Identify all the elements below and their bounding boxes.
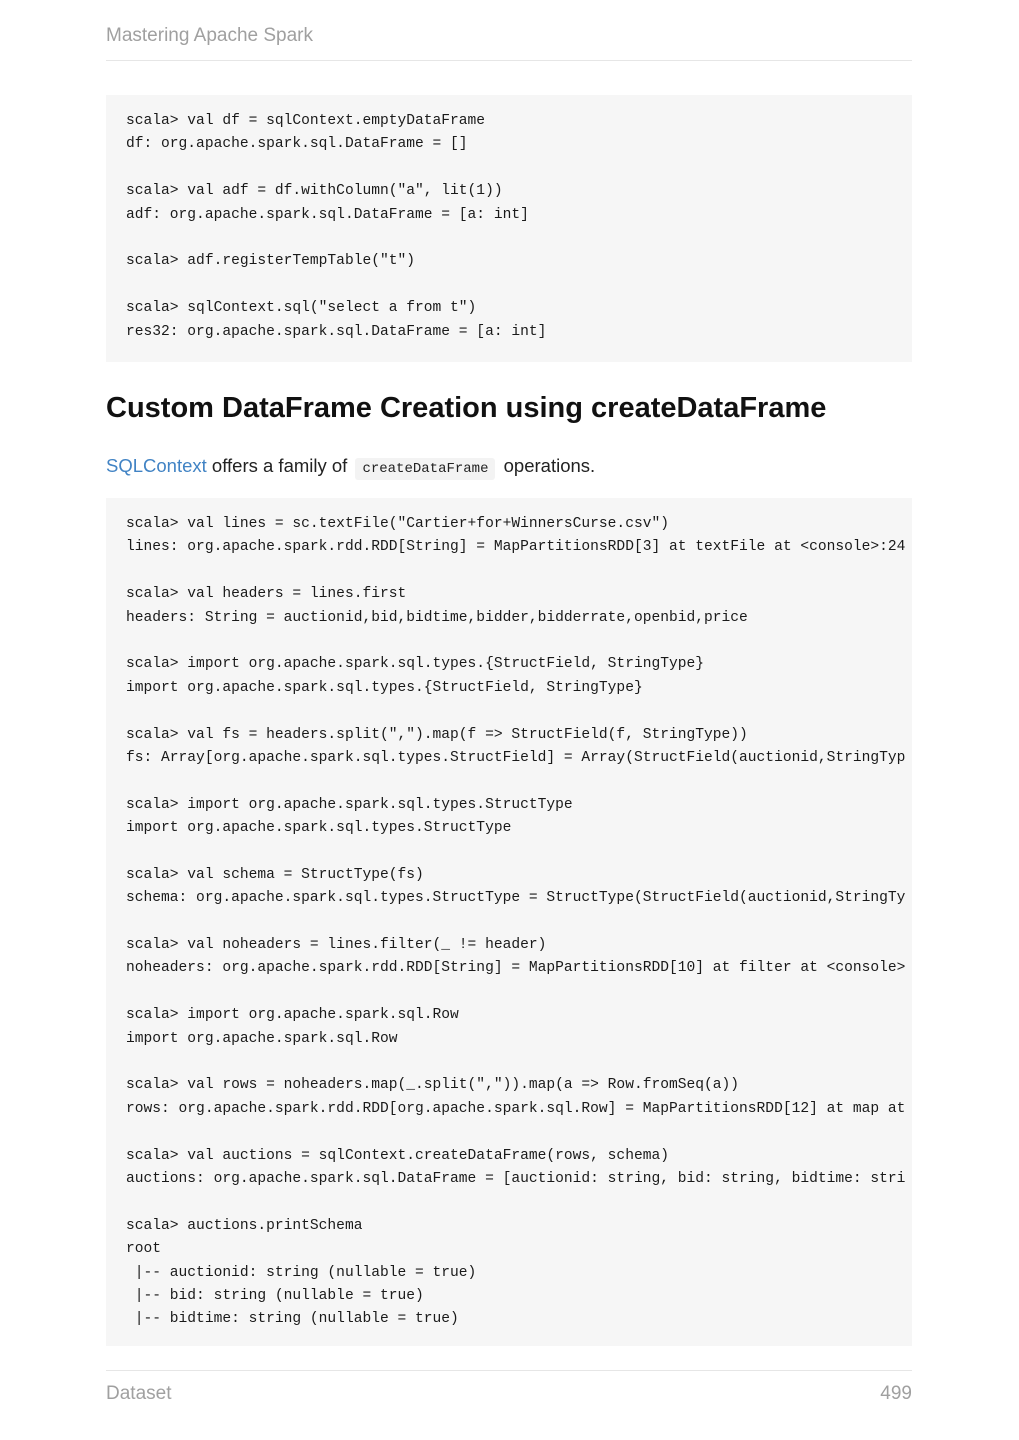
- sqlcontext-link[interactable]: SQLContext: [106, 455, 207, 476]
- code-line: res32: org.apache.spark.sql.DataFrame = [a: int]: [126, 323, 547, 340]
- code-line: scala> val auctions = sqlContext.createDataFrame(rows, schema): [126, 1147, 669, 1164]
- code-line: headers: String = auctionid,bid,bidtime,bidder,bidderrate,openbid,price: [126, 609, 748, 626]
- code-line: scala> import org.apache.spark.sql.types.{StructField, StringType}: [126, 656, 705, 673]
- code-line: df: org.apache.spark.sql.DataFrame = []: [126, 136, 468, 153]
- running-header-title: Mastering Apache Spark: [106, 25, 314, 46]
- footer-divider: [106, 1370, 912, 1371]
- code-line: lines: org.apache.spark.rdd.RDD[String] = MapPartitionsRDD[3] at textFile at <console>:24: [126, 539, 906, 556]
- code-line: scala> val adf = df.withColumn("a", lit(1)): [126, 183, 503, 200]
- code-line: [126, 700, 912, 723]
- code-line: [126, 630, 912, 653]
- code-line: adf: org.apache.spark.sql.DataFrame = [a: int]: [126, 206, 529, 223]
- header-divider: [106, 60, 912, 61]
- code-line: |-- bid: string (nullable = true): [126, 1287, 424, 1304]
- code-line: scala> import org.apache.spark.sql.Row: [126, 1007, 459, 1024]
- code-line: scala> val lines = sc.textFile("Cartier+for+WinnersCurse.csv"): [126, 516, 669, 532]
- code-line: [126, 911, 912, 934]
- code-line: [126, 1191, 912, 1214]
- code-line: scala> import org.apache.spark.sql.types.StructType: [126, 796, 573, 813]
- code-line: [126, 560, 912, 583]
- code-block-empty-dataframe: [106, 95, 912, 362]
- code-block-create-dataframe: [106, 498, 912, 1346]
- code-line: scala> val rows = noheaders.map(_.split(",")).map(a => Row.fromSeq(a)): [126, 1077, 740, 1094]
- footer-chapter-title: Dataset: [106, 1383, 172, 1404]
- code-line: auctions: org.apache.spark.sql.DataFrame = [auctionid: string, bid: string, bidtime: stri: [126, 1170, 906, 1187]
- code-line: [126, 981, 912, 1004]
- code-line: noheaders: org.apache.spark.rdd.RDD[String] = MapPartitionsRDD[10] at filter at <console>: [126, 960, 906, 977]
- code-line: import org.apache.spark.sql.types.StructType: [126, 820, 512, 837]
- code-line: fs: Array[org.apache.spark.sql.types.StructField] = Array(StructField(auctionid,StringTyp: [126, 749, 906, 766]
- code-line: schema: org.apache.spark.sql.types.StructType = StructType(StructField(auctionid,StringTy: [126, 890, 906, 907]
- code-line: scala> sqlContext.sql("select a from t"): [126, 300, 477, 317]
- code-line: |-- auctionid: string (nullable = true): [126, 1264, 477, 1281]
- code-line: scala> val schema = StructType(fs): [126, 866, 424, 883]
- intro-text: offers a family of: [206, 455, 353, 476]
- code-line: scala> val df = sqlContext.emptyDataFrame: [126, 113, 486, 129]
- code-line: import org.apache.spark.sql.Row: [126, 1030, 398, 1047]
- intro-paragraph: [106, 455, 595, 477]
- code-line: [126, 1121, 912, 1144]
- section-heading: Custom DataFrame Creation using createDataFrame: [106, 392, 827, 424]
- code-line: rows: org.apache.spark.rdd.RDD[org.apache.spark.sql.Row] = MapPartitionsRDD[12] at map at: [126, 1100, 906, 1117]
- code-line: root: [126, 1241, 162, 1258]
- code-line: [126, 770, 912, 793]
- inline-code-createdataframe: createDataFrame: [355, 458, 495, 480]
- code-line: scala> val noheaders = lines.filter(_ != header): [126, 937, 547, 954]
- intro-text-end: operations.: [498, 455, 596, 476]
- footer-page-number: 499: [880, 1383, 912, 1404]
- code-line: scala> adf.registerTempTable("t"): [126, 253, 416, 270]
- code-line: |-- bidtime: string (nullable = true): [126, 1311, 459, 1328]
- code-line: [126, 274, 912, 297]
- code-line: import org.apache.spark.sql.types.{StructField, StringType}: [126, 679, 643, 696]
- code-line: [126, 1051, 912, 1074]
- code-line: [126, 227, 912, 250]
- code-line: scala> val headers = lines.first: [126, 586, 407, 603]
- code-line: [126, 840, 912, 863]
- code-line: [126, 157, 912, 180]
- code-line: scala> val fs = headers.split(",").map(f => StructField(f, StringType)): [126, 726, 748, 743]
- code-line: scala> auctions.printSchema: [126, 1217, 363, 1234]
